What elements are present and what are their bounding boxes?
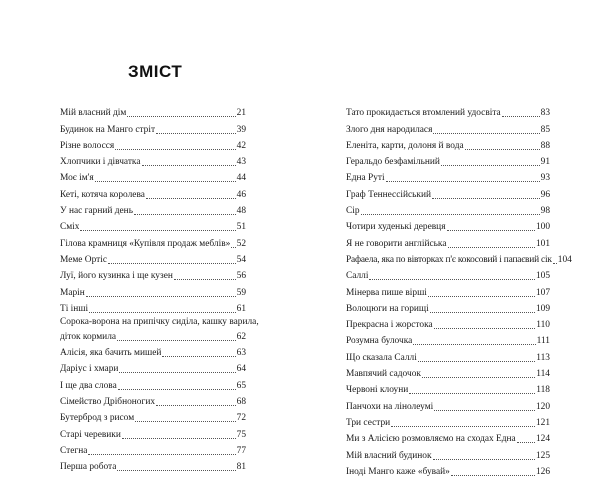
toc-entry-title: Моє ім'я <box>60 173 94 184</box>
dot-leader <box>156 405 236 406</box>
toc-entry <box>346 233 550 249</box>
toc-entry-title: Мій власний дім <box>60 108 127 119</box>
toc-entry <box>60 168 246 184</box>
toc-entry-page: 46 <box>236 189 246 200</box>
toc-entry-title: Три сестри <box>346 417 391 428</box>
dot-leader <box>413 344 535 345</box>
toc-entry-page: 52 <box>236 238 246 249</box>
dot-leader <box>428 296 535 297</box>
toc-entry-title: Хлопчики і дівчатка <box>60 157 141 168</box>
toc-entry-title: Алісія, яка бачить мишей <box>60 348 162 359</box>
toc-entry-title: Сір <box>346 206 360 217</box>
toc-entry <box>346 119 550 135</box>
toc-entry-page: 63 <box>236 348 246 359</box>
toc-entry <box>346 217 550 233</box>
toc-entry-title: Іноді Манго каже «бувай» <box>346 466 450 477</box>
toc-entry-page: 83 <box>540 108 550 119</box>
toc-entry <box>346 429 550 445</box>
toc-entry <box>346 462 550 478</box>
toc-entry-title: Старі черевики <box>60 429 121 440</box>
toc-entry-page: 88 <box>540 140 550 151</box>
dot-leader <box>386 181 540 182</box>
toc-entry <box>346 396 550 412</box>
toc-entry <box>60 282 246 298</box>
toc-entry-page: 81 <box>236 462 246 473</box>
dot-leader <box>142 165 236 166</box>
toc-entry <box>60 441 246 457</box>
toc-entry <box>346 184 550 200</box>
toc-entry-title: Ми з Алісією розмовляємо на сходах Една <box>346 434 516 445</box>
toc-entry-page: 21 <box>236 108 246 119</box>
toc-entry-page: 75 <box>236 429 246 440</box>
toc-entry-title: Една Руті <box>346 173 385 184</box>
toc-entry <box>346 347 550 363</box>
dot-leader <box>174 279 236 280</box>
toc-entry-page: 126 <box>535 466 550 477</box>
toc-entry-page: 85 <box>540 124 550 135</box>
toc-entry-page: 110 <box>536 320 550 331</box>
toc-entry-title: Сорока-ворона на припічку сиділа, кашку варила, <box>60 316 259 327</box>
toc-entry-page: 56 <box>236 271 246 282</box>
toc-entry-page: 44 <box>236 173 246 184</box>
toc-entry-title: У нас гарний день <box>60 206 133 217</box>
dot-leader <box>117 340 236 341</box>
toc-entry <box>346 413 550 429</box>
toc-left-column <box>60 103 259 473</box>
toc-entry-page: 65 <box>236 380 246 391</box>
toc-entry-title: Мій власний будинок <box>346 450 432 461</box>
toc-entry-page: 107 <box>535 287 550 298</box>
toc-entry-title: Прекрасна і жорстока <box>346 320 433 331</box>
toc-entry <box>60 184 246 200</box>
toc-entry-page: 104 <box>557 254 572 265</box>
toc-entry-title: Даріус і хмари <box>60 364 119 375</box>
dot-leader <box>231 247 235 248</box>
toc-entry-page: 64 <box>236 364 246 375</box>
toc-right-column <box>346 103 572 478</box>
toc-entry <box>346 315 550 331</box>
toc-entry-title: Мавпячий садочок <box>346 369 421 380</box>
toc-entry-page: 93 <box>540 173 550 184</box>
dot-leader <box>162 356 235 357</box>
toc-entry <box>60 424 246 440</box>
dot-leader <box>115 149 235 150</box>
toc-entry-page: 105 <box>535 271 550 282</box>
dot-leader <box>409 393 535 394</box>
toc-entry-title: Волоцюги на горищі <box>346 303 429 314</box>
dot-leader <box>418 361 535 362</box>
toc-entry <box>346 331 550 347</box>
dot-leader <box>361 214 540 215</box>
toc-entry-title: Розумна булочка <box>346 336 413 347</box>
dot-leader <box>447 230 535 231</box>
dot-leader <box>117 470 235 471</box>
dot-leader <box>422 377 535 378</box>
toc-entry-page: 42 <box>236 140 246 151</box>
toc-entry-title-continued: діток кормила <box>60 331 117 342</box>
toc-entry-page: 124 <box>535 434 550 445</box>
dot-leader <box>118 389 236 390</box>
toc-entry-page: 113 <box>536 352 550 363</box>
dot-leader <box>441 165 540 166</box>
toc-title: ЗМІСТ <box>128 62 183 81</box>
dot-leader <box>86 296 236 297</box>
toc-entry <box>60 408 246 424</box>
toc-entry-title: Бутерброд з рисом <box>60 413 135 424</box>
toc-entry <box>346 282 550 298</box>
toc-entry-page: 98 <box>540 206 550 217</box>
toc-entry <box>60 359 246 375</box>
toc-entry-title: Перша робота <box>60 462 117 473</box>
dot-leader <box>156 133 236 134</box>
toc-entry-title: Я не говорити англійська <box>346 238 447 249</box>
toc-entry-title: Ті інші <box>60 303 89 314</box>
toc-entry <box>60 217 246 233</box>
dot-leader <box>88 454 235 455</box>
dot-leader <box>432 198 540 199</box>
toc-entry-page: 61 <box>236 303 246 314</box>
dot-leader <box>430 312 535 313</box>
toc-entry-page: 51 <box>236 222 246 233</box>
dot-leader <box>434 328 536 329</box>
toc-entry-title: Мінерва пише вірші <box>346 287 427 298</box>
dot-leader <box>119 372 235 373</box>
toc-entry-page: 101 <box>535 238 550 249</box>
toc-entry-title: Еленіта, карти, долоня й вода <box>346 140 464 151</box>
dot-leader <box>433 459 535 460</box>
dot-leader <box>122 438 236 439</box>
toc-entry <box>60 299 246 315</box>
toc-entry-title: Саллі <box>346 271 369 282</box>
toc-entry <box>60 119 246 135</box>
toc-entry-title: Граф Теннессійський <box>346 189 432 200</box>
dot-leader <box>391 426 535 427</box>
toc-entry-title: Рафаела, яка по вівторках п'є кокосовий і папаєвий сік <box>346 254 552 265</box>
toc-entry-title: Тато прокидається втомлений удосвіта <box>346 108 501 119</box>
toc-entry-title: Стегна <box>60 445 88 456</box>
toc-entry-title: Сімейство Дрібноногих <box>60 397 156 408</box>
dot-leader <box>80 230 235 231</box>
toc-entry <box>346 168 550 184</box>
toc-entry <box>60 392 246 408</box>
toc-entry <box>60 343 246 359</box>
toc-entry-page: 109 <box>535 303 550 314</box>
toc-entry <box>60 250 246 266</box>
toc-entry <box>346 152 550 168</box>
toc-entry-page: 54 <box>236 254 246 265</box>
dot-leader <box>465 149 540 150</box>
toc-entry-page: 114 <box>536 369 550 380</box>
toc-entry-page: 62 <box>236 331 246 342</box>
toc-entry-title: Різне волосся <box>60 140 115 151</box>
toc-entry-title: Будинок на Манго стріт <box>60 124 156 135</box>
toc-entry-title: Чотири худенькі деревця <box>346 222 446 233</box>
toc-entry-page: 125 <box>535 450 550 461</box>
dot-leader <box>108 263 236 264</box>
toc-entry-page: 48 <box>236 206 246 217</box>
toc-entry <box>60 315 259 343</box>
dot-leader <box>553 263 557 264</box>
toc-entry-page: 111 <box>536 336 550 347</box>
toc-entry <box>60 201 246 217</box>
toc-entry <box>346 266 550 282</box>
dot-leader <box>448 247 535 248</box>
dot-leader <box>502 116 540 117</box>
dot-leader <box>89 312 236 313</box>
toc-entry-page: 59 <box>236 287 246 298</box>
toc-entry <box>346 364 550 380</box>
toc-entry-page: 91 <box>540 157 550 168</box>
toc-entry-title: Що сказала Саллі <box>346 352 417 363</box>
toc-entry-page: 72 <box>236 413 246 424</box>
dot-leader <box>135 421 236 422</box>
toc-entry-title: Гілова крамниця «Купівля продаж меблів» <box>60 238 231 249</box>
toc-entry-page: 39 <box>236 124 246 135</box>
toc-entry <box>60 375 246 391</box>
toc-entry-title: Панчохи на лінолеумі <box>346 401 434 412</box>
dot-leader <box>134 214 236 215</box>
toc-entry <box>60 266 246 282</box>
toc-entry-title: Геральдо безфамільний <box>346 157 440 168</box>
dot-leader <box>369 279 534 280</box>
toc-entry-page: 121 <box>535 417 550 428</box>
toc-entry <box>60 152 246 168</box>
toc-entry-title: Червоні клоуни <box>346 385 409 396</box>
dot-leader <box>433 133 539 134</box>
toc-entry-title: Луї, його кузинка і ще кузен <box>60 271 173 282</box>
toc-entry-title: Меме Ортіс <box>60 254 108 265</box>
toc-entry <box>346 380 550 396</box>
dot-leader <box>127 116 235 117</box>
toc-entry <box>60 103 246 119</box>
toc-entry-line <box>60 329 246 343</box>
toc-entry-page: 96 <box>540 189 550 200</box>
toc-entry-title: Кеті, котяча королева <box>60 189 145 200</box>
toc-entry-page: 77 <box>236 445 246 456</box>
dot-leader <box>146 198 236 199</box>
toc-entry <box>346 299 550 315</box>
dot-leader <box>95 181 236 182</box>
toc-entry <box>346 250 572 266</box>
toc-entry <box>60 233 246 249</box>
toc-entry-title: Марін <box>60 287 85 298</box>
toc-entry-page: 118 <box>536 385 550 396</box>
toc-entry <box>346 136 550 152</box>
toc-entry-page: 68 <box>236 397 246 408</box>
dot-leader <box>451 475 535 476</box>
dot-leader <box>517 442 535 443</box>
dot-leader <box>434 410 535 411</box>
toc-entry-title: І ще два слова <box>60 380 117 391</box>
toc-entry <box>346 103 550 119</box>
toc-entry-title: Сміх <box>60 222 80 233</box>
toc-entry-page: 100 <box>535 222 550 233</box>
toc-entry-page: 120 <box>535 401 550 412</box>
toc-entry-page: 43 <box>236 157 246 168</box>
toc-entry <box>60 136 246 152</box>
toc-entry <box>60 457 246 473</box>
toc-entry <box>346 201 550 217</box>
toc-entry-title: Злого дня народилася <box>346 124 433 135</box>
